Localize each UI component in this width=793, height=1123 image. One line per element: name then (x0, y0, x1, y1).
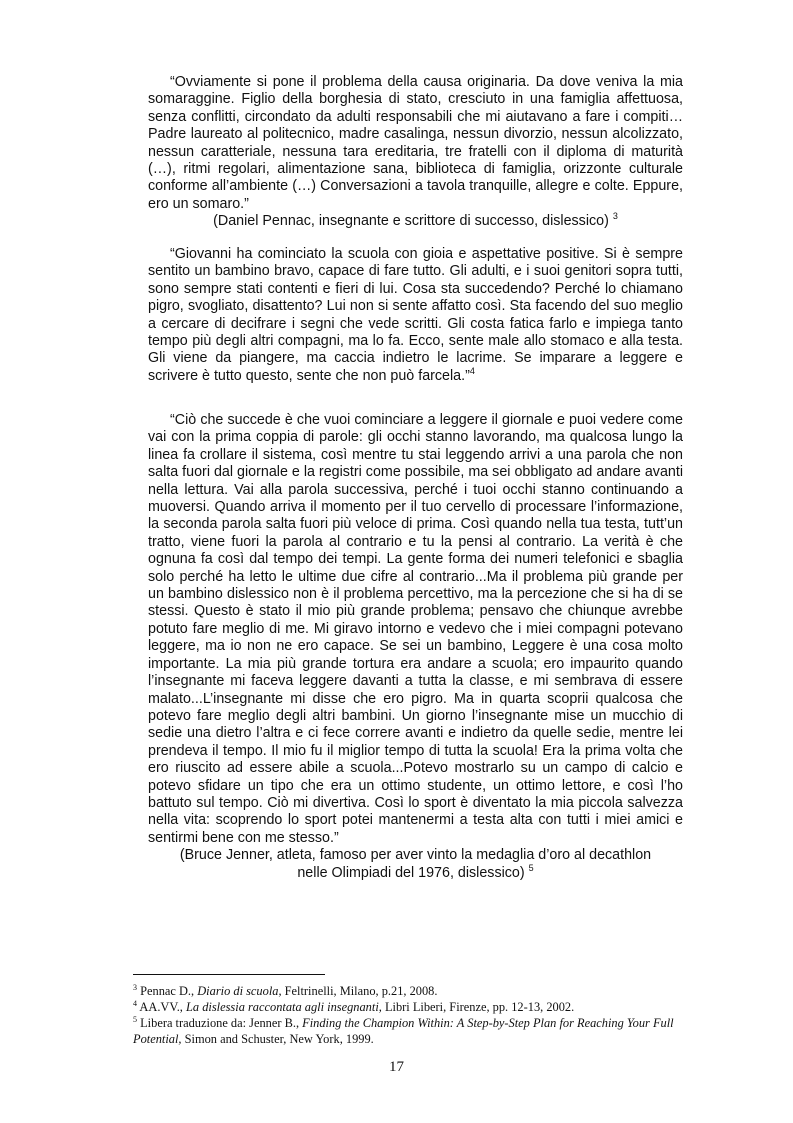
page-number: 17 (389, 1059, 404, 1075)
quote-jenner (148, 412, 683, 882)
source-text: (Daniel Pennac, insegnante e scrittore di successo, dislessico) (213, 213, 609, 230)
footnote-title: Finding the Champion Within: A Step-by-Step Plan for Reaching Your Full Potential, (133, 1016, 674, 1046)
footnote-author: AA.VV., (139, 1000, 187, 1014)
footnote-title: La dislessia raccontata agli insegnanti, (186, 1000, 382, 1014)
footnote-number: 3 (133, 982, 137, 992)
quote-text (148, 246, 683, 385)
quote-pennac (148, 74, 683, 231)
footnote-5 (133, 1015, 683, 1047)
footnote-ref[interactable]: 4 (469, 366, 475, 377)
footnote-publisher: Feltrinelli, Milano, p.21, 2008. (281, 984, 438, 998)
footnote-3 (133, 983, 683, 999)
footnotes (133, 983, 683, 1047)
quote-source-line-2 (148, 862, 683, 882)
quote-body: “Giovanni ha cominciato la scuola con gioia e aspettative positive. Si è sempre sentito un bambino bravo, capace di fare tutto. Gli adulti, e i suoi genitori sopra tutti, sono sempre stati contenti e fieri di lui. Cosa sta succedendo? Perché lo chiamano pigro, svogliato, disattento? Lui non si sente affatto così. Sta facendo del suo meglio a cercare di decifrare i segni che vede scritti. Gli costa fatica farlo e impiega tanto tempo più degli altri compagni, ma lo fa. Ecco, sente male allo stomaco e alla testa. Gli viene da piangere, ma caccia indietro le lacrime. Se imparare a leggere e scrivere è tutto questo, sente che non può farcela.” (148, 246, 683, 384)
quote-giovanni (148, 246, 683, 385)
footnote-publisher: Libri Liberi, Firenze, pp. 12-13, 2002. (381, 1000, 575, 1014)
footnote-ref[interactable]: 5 (528, 862, 534, 873)
footnote-ref[interactable]: 3 (612, 211, 618, 222)
quote-source-line-1: (Bruce Jenner, atleta, famoso per aver vinto la medaglia d’oro al decathlon (179, 847, 652, 864)
quote-source (148, 213, 683, 230)
footnote-separator (133, 974, 325, 975)
footnote-number: 5 (133, 1014, 137, 1024)
quote-text: “Ciò che succede è che vuoi cominciare a leggere il giornale e puoi vedere come vai con la prima coppia di parole: gli occhi stanno lavorando, ma qualcosa lungo la linea fa crollare il sistema, così mentre tu stai leggendo arrivi a una parola che non salta fuori dal giornale e la registri come possibile, ma sei obbligato ad andare avanti nella lettura. Vai alla parola successiva, perché i tuoi occhi stanno continuando a muoversi. Quando arriva il momento per il tuo cervello di processare l’informazione, la seconda parola salta fuori più veloce di prima. Così quando nella tua testa, tutt’un tratto, viene fuori la parola al contrario e tu la pensi al contrario. La verità è che ognuna fa così dal tempo dei tempi. La gente forma dei numeri telefonici e sbaglia solo perché ha letto le ultime due cifre al contrario...Ma il problema più grande per un bambino dislessico non è il problema percettivo, ma la percezione che si ha di se stessi. Questo è stato il mio più grande problema; pensavo che chiunque avrebbe potuto fare meglio di me. Mi giravo intorno e vedevo che i miei compagni potevano leggere, ma io non ne ero capace. Se sei un bambino, Leggere è una cosa molto importante. La mia più grande tortura era andare a scuola; ero impaurito quando l’insegnante mi faceva leggere davanti a tutta la classe, e mi sembrava di essere malato...L’insegnante mi disse che ero pigro. Ma in quarta scoprii qualcosa che potevo fare meglio degli altri bambini. Un giorno l’insegnante mise un mucchio di sedie una dietro l’altra e ci fece correre avanti e indietro da quelle sedie, mentre lei prendeva il tempo. Il mio fu il miglior tempo di tutta la scuola! Era la prima volta che ero riuscito ad essere abile a scuola...Potevo mostrarlo su un campo di calcio e potevo sfidare un tipo che era un ottimo studente, un ottimo lettore, e così l’ho battuto sul tempo. Ciò mi divertiva. Così lo sport è diventato la mia piccola salvezza nella vita: scoprendo lo sport potei mantenermi a testa alta con tutti i miei amici e sentirmi bene con me stesso.” (148, 412, 683, 846)
footnote-publisher: Simon and Schuster, New York, 1999. (181, 1032, 374, 1046)
footnote-title: Diario di scuola, (197, 984, 282, 998)
footnote-number: 4 (133, 998, 137, 1008)
footnote-author: Pennac D., (140, 984, 198, 998)
footnote-4 (133, 999, 683, 1015)
quote-text: “Ovviamente si pone il problema della causa originaria. Da dove veniva la mia somaraggine. Figlio della borghesia di stato, cresciuto in una famiglia affettuosa, senza conflitti, circondato da adulti responsabili che mi aiutavano a fare i compiti…Padre laureato al politecnico, madre casalinga, nessun divorzio, nessun alcolizzato, nessun caratteriale, nessuna tara ereditaria, tre fratelli con il diploma di maturità (…), ritmi regolari, alimentazione sana, biblioteca di famiglia, orizzonte culturale conforme all’ambiente (…) Conversazioni a tavola tranquille, allegre e colte. Eppure, ero un somaro.” (148, 74, 683, 212)
source-text: nelle Olimpiadi del 1976, dislessico) (297, 864, 525, 881)
footnote-author: Libera traduzione da: Jenner B., (140, 1016, 303, 1030)
